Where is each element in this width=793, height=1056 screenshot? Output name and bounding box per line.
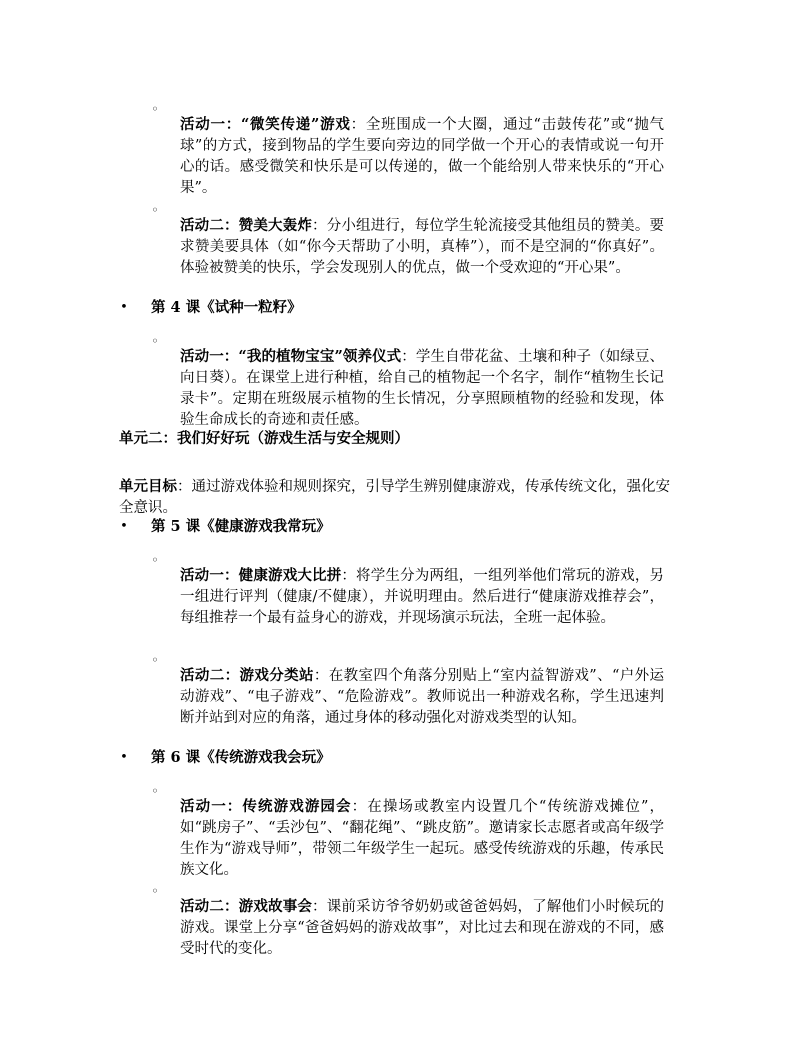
lesson-title: 第 6 课《传统游戏我会玩》 (151, 749, 331, 766)
list-bullet: • (120, 300, 128, 315)
activity-text: ：全班围成一个大圈，通过“击鼓传花”或“抛气球”的方式，接到物品的学生要向旁边的同学做一个开心的表情或说一句开心的话。感受微笑和快乐是可以传递的，做一个能给别人带来快乐的“开心果”。 (180, 116, 664, 196)
lesson-title: 第 4 课《试种一粒籽》 (151, 299, 302, 316)
sub-bullet: ◦ (151, 102, 159, 116)
sub-bullet: ◦ (151, 884, 159, 898)
sub-bullet: ◦ (151, 784, 159, 798)
activity-paragraph (180, 565, 664, 629)
activity-text: ：在操场或教室内设置几个“传统游戏摊位”，如“跳房子”、“丢沙包”、“翻花绳”、“跳皮筋”。邀请家长志愿者或高年级学生作为“游戏导师”，带领二年级学生一起玩。感受传统游戏的乐趣，传承民族文化。 (180, 798, 664, 878)
unit-goal (119, 476, 674, 519)
list-bullet: • (120, 750, 128, 765)
sub-bullet: ◦ (151, 653, 159, 667)
activity-paragraph (180, 215, 664, 279)
activity-paragraph (180, 796, 664, 881)
sub-bullet: ◦ (151, 203, 159, 217)
activity-text: ：课前采访爷爷奶奶或爸爸妈妈，了解他们小时候玩的游戏。课堂上分享“爸爸妈妈的游戏故事”，对比过去和现在游戏的不同，感受时代的变化。 (180, 898, 664, 957)
lesson-title: 第 5 课《健康游戏我常玩》 (151, 518, 331, 535)
activity-label: 活动二：游戏分类站 (180, 666, 314, 684)
unit-title: 单元二：我们好好玩（游戏生活与安全规则） (119, 430, 409, 447)
activity-text: ：在教室四个角落分别贴上“室内益智游戏”、“户外运动游戏”、“电子游戏”、“危险游戏”。教师说出一种游戏名称，学生迅速判断并站到对应的角落，通过身体的移动强化对游戏类型的认知。 (180, 667, 664, 726)
activity-paragraph (180, 665, 664, 729)
activity-label: 活动二：游戏故事会 (180, 897, 313, 915)
activity-label: 活动一：“微笑传递”游戏 (180, 115, 351, 133)
sub-bullet: ◦ (151, 334, 159, 348)
activity-paragraph (180, 346, 664, 431)
activity-paragraph (180, 896, 664, 960)
activity-label: 活动一：“我的植物宝宝”领养仪式 (180, 347, 402, 365)
activity-text: ：将学生分为两组，一组列举他们常玩的游戏，另一组进行评判（健康/不健康），并说明理由。然后进行“健康游戏推荐会”，每组推荐一个最有益身心的游戏，并现场演示玩法，全班一起体验。 (180, 567, 664, 626)
unit-goal-label: 单元目标 (119, 477, 177, 495)
activity-label: 活动二：赞美大轰炸 (180, 216, 313, 234)
activity-text: ：学生自带花盆、土壤和种子（如绿豆、向日葵）。在课堂上进行种植，给自己的植物起一个名字，制作“植物生长记录卡”。定期在班级展示植物的生长情况，分享照顾植物的经验和发现，体验生命成长的奇迹和责任感。 (180, 348, 665, 428)
activity-label: 活动一：健康游戏大比拼 (180, 566, 342, 584)
activity-text: ：分小组进行，每位学生轮流接受其他组员的赞美。要求赞美要具体（如“你今天帮助了小明，真棒”），而不是空洞的“你真好”。体验被赞美的快乐，学会发现别人的优点，做一个受欢迎的“开心果”。 (180, 217, 664, 276)
list-bullet: • (120, 519, 128, 534)
activity-label: 活动一：传统游戏游园会 (180, 797, 352, 815)
activity-paragraph (180, 114, 664, 199)
sub-bullet: ◦ (151, 553, 159, 567)
unit-goal-text: ：通过游戏体验和规则探究，引导学生辨别健康游戏，传承传统文化，强化安全意识。 (119, 478, 670, 516)
